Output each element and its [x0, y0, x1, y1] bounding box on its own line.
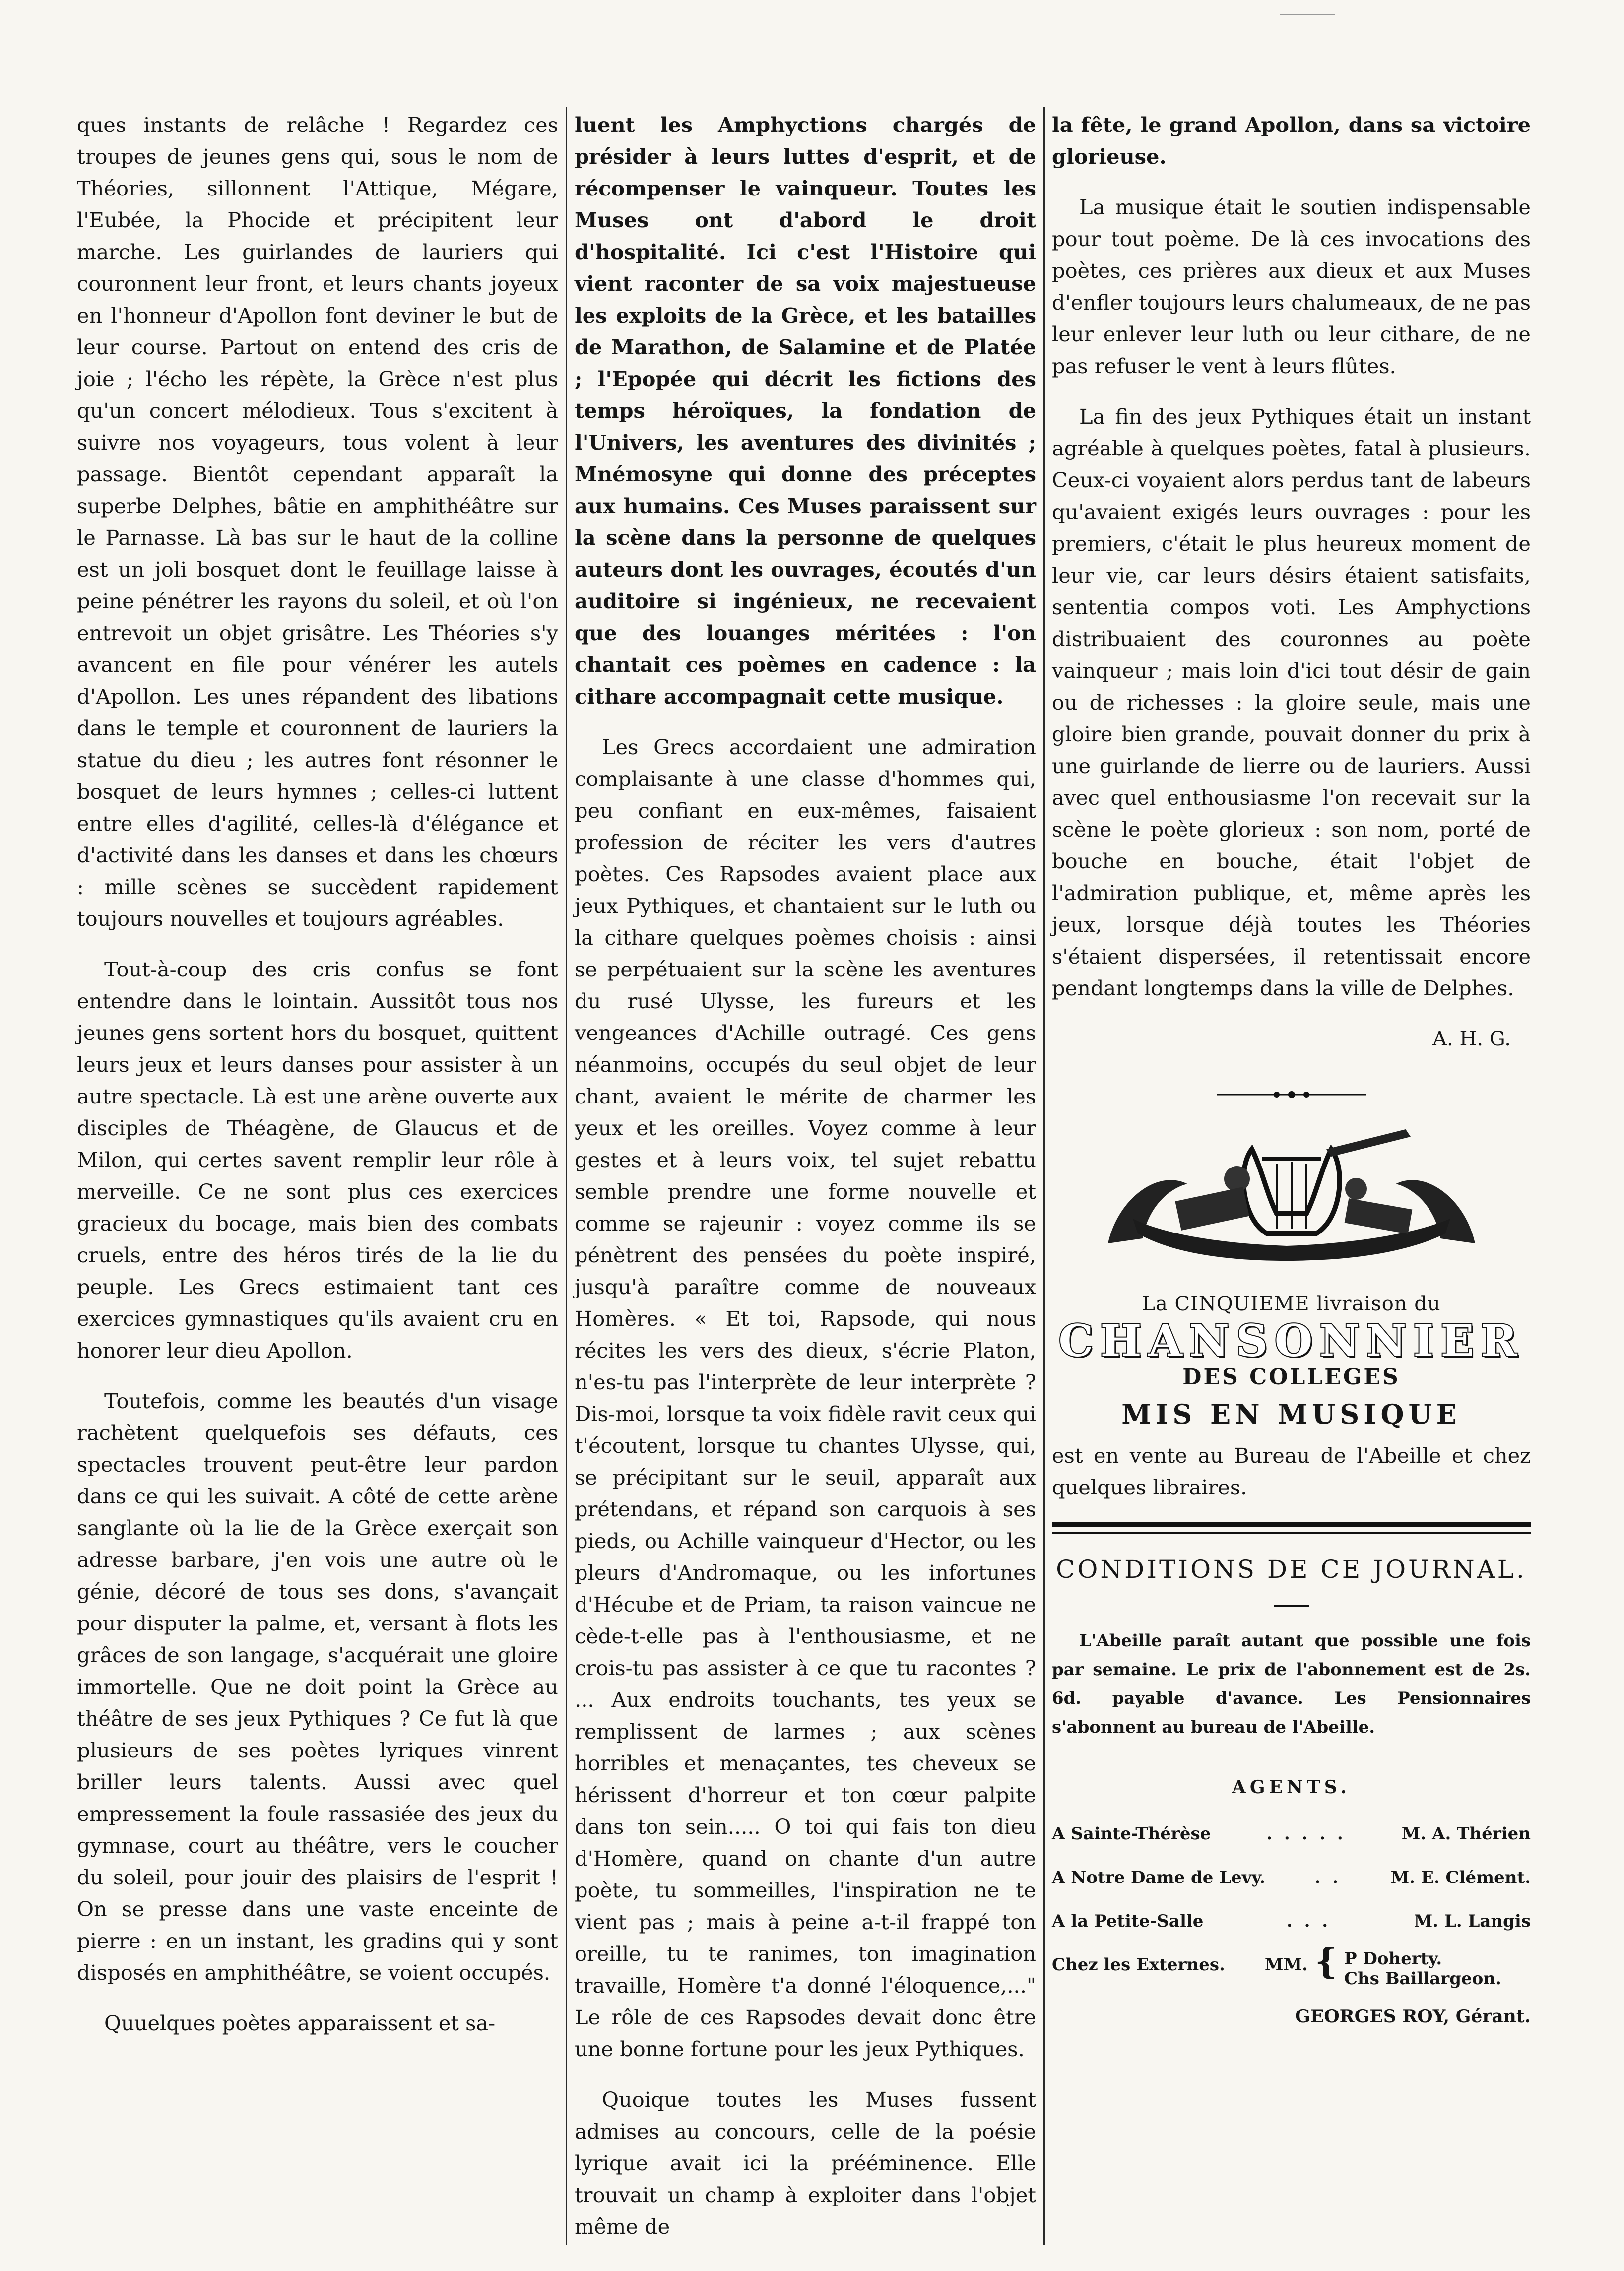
- paragraph: La fin des jeux Pythiques était un instant agréable à quelques poètes, fatal à plusieurs. Ceux-ci voyaient alors perdus tant de labeurs qu'avaient exigés leurs ouvrages : pour les premiers, c'était le plus heureux moment de leur vie, car leurs désirs étaient satisfaits, sententia compos voti. Les Amphyctions distribuaient des couronnes au poète vainqueur ; mais loin d'ici tout désir de gain ou de richesses : la gloire seule, mais une gloire bien grande, pouvait donner du prix à une guirlande de lierre ou de lauriers. Aussi avec quel enthousiasme l'on recevait sur la scène le poète glorieux : son nom, porté de bouche en bouche, était l'objet de l'admiration publique, et, même après les jeux, lorsque déjà toutes les Théories s'étaient dispersées, il retentissait encore pendant longtemps dans la ville de Delphes.: [1052, 404, 1531, 1000]
- conditions-title: CONDITIONS DE CE JOURNAL.: [1056, 1555, 1527, 1584]
- agent-place: Chez les Externes.: [1052, 1955, 1225, 1975]
- agents-title: AGENTS.: [1232, 1777, 1351, 1798]
- agent-mm: MM.: [1264, 1955, 1308, 1975]
- paragraph: Quuelques poètes apparaissent et sa-: [104, 2011, 496, 2035]
- column-divider: [1043, 107, 1045, 2245]
- agent-row-externes: [1052, 1941, 1531, 1989]
- agent-name: M. E. Clément.: [1390, 1868, 1531, 1887]
- advert-line: MIS EN MUSIQUE: [1121, 1398, 1461, 1430]
- column-3: [1052, 109, 1531, 2032]
- agent-dots: . . .: [1286, 1911, 1331, 1931]
- advert-text: est en vente au Bureau de l'Abeille et chez quelques libraires.: [1052, 1443, 1531, 1499]
- agent-name: Chs Baillargeon.: [1344, 1969, 1501, 1989]
- agent-name: P Doherty.: [1344, 1949, 1442, 1969]
- conditions-text: L'Abeille paraît autant que possible une fois par semaine. Le prix de l'abonnement est de 2s. 6d. payable d'avance. Les Pensionnaires s'abonnent au bureau de l'Abeille.: [1052, 1631, 1531, 1737]
- signature: A. H. G.: [1432, 1028, 1511, 1050]
- advert-title: CHANSONNIER: [1058, 1315, 1524, 1366]
- short-rule: [1274, 1605, 1309, 1607]
- paragraph: ques instants de relâche ! Regardez ces troupes de jeunes gens qui, sous le nom de Théories, sillonnent l'Attique, Mégare, l'Eubée, la Phocide et précipitent leur marche. Les guirlandes de lauriers qui couronnent leur front, et leurs chants joyeux en l'honneur d'Apollon font deviner le but de leur course. Partout on entend des cris de joie ; l'écho les répète, la Grèce n'est plus qu'un concert mélodieux. Tous s'excitent à suivre nos voyageurs, tous volent à leur passage. Bientôt cependant apparaît la superbe Delphes, bâtie en amphithéâtre sur le Parnasse. Là bas sur le haut de la colline est un joli bosquet dont le feuillage laisse à peine pénétrer les rayons du soleil, et où l'on entrevoit un objet grisâtre. Les Théories s'y avancent en file pour vénérer les autels d'Apollon. Les unes répandent des libations dans le temple et couronnent de lauriers la statue du dieu ; les autres font résonner le bosquet de leurs hymnes ; celles-ci luttent entre elles d'agilité, celles-là d'élégance et d'activité dans les danses et dans les chœurs : mille scènes se succèdent rapidement toujours nouvelles et toujours agréables.: [77, 113, 558, 931]
- agent-row: [1052, 1862, 1531, 1893]
- thin-rule: [1052, 1532, 1531, 1534]
- brace-icon: {: [1314, 1941, 1337, 1982]
- agent-place: A la Petite-Salle: [1052, 1911, 1204, 1931]
- agent-row: [1052, 1905, 1531, 1937]
- advert-line: La CINQUIEME livraison du: [1142, 1293, 1441, 1315]
- ornament-divider-icon: [1217, 1090, 1366, 1100]
- agent-name: M. A. Thérien: [1401, 1824, 1531, 1844]
- paragraph: Tout-à-coup des cris confus se font entendre dans le lointain. Aussitôt tous nos jeunes gens sortent hors du bosquet, quittent leurs jeux et leurs danses pour assister à un autre spectacle. Là est une arène ouverte aux disciples de Théagène, de Glaucus et de Milon, qui certes savent remplir leur rôle à merveille. Ce ne sont plus ces exercices gracieux du bocage, mais bien des combats cruels, entre des héros tirés de la lie du peuple. Les Grecs estimaient tant ces exercices gymnastiques qu'ils avaient cru en honorer leur dieu Apollon.: [77, 957, 558, 1363]
- agent-row: [1052, 1818, 1531, 1850]
- paragraph: Quoique toutes les Muses fussent admises au concours, celle de la poésie lyrique avait ici la prééminence. Elle trouvait un champ à exploiter dans l'objet même de: [575, 2087, 1036, 2239]
- thick-rule: [1052, 1522, 1531, 1527]
- advert-line: DES COLLEGES: [1182, 1364, 1400, 1390]
- paragraph: Les Grecs accordaient une admiration complaisante à une classe d'hommes qui, peu confiant en eux-mêmes, faisaient profession de réciter les vers d'autres poètes. Ces Rapsodes avaient place aux jeux Pythiques, et chantaient sur le luth ou la cithare quelques poèmes choisis : ainsi se perpétuaient sur la scène les aventures du rusé Ulysse, les fureurs et les vengeances d'Achille outragé. Ces gens néanmoins, occupés du seul objet de leur chant, avaient le mérite de charmer les yeux et les oreilles. Voyez comme à leur gestes et à leurs voix, tel sujet rebattu semble prendre une forme nouvelle et comme se rajeunir : voyez comme ils se pénètrent des pensées du poète inspiré, jusqu'à paraître comme de nouveaux Homères. « Et toi, Rapsode, qui nous récites les vers des dieux, s'écrie Platon, n'es-tu pas l'interprète de leur interprète ? Dis-moi, lorsque ta voix fidèle ravit ceux qui t'écoutent, lorsque tu chantes Ulysse, qui, se précipitant sur le seuil, apparaît aux prétendans, et répand son carquois à ses pieds, ou Achille vainqueur d'Hector, ou les pleurs d'Andromaque, ou les infortunes d'Hécube et de Priam, ta raison vaincue ne cède-t-elle pas à l'enthousiasme, et ne crois-tu pas assister à ce que tu racontes ? ... Aux endroits touchants, tes yeux se remplissent de larmes ; aux scènes horribles et menaçantes, tes cheveux se hérissent d'horreur et ton cœur palpite dans ton sein..... O toi qui fais ton dieu d'Homère, quand on chante d'un autre poète, tu sommeilles, l'inspiration ne te vient pas ; mais à peine a-t-il frappé ton oreille, tu te ranimes, ton imagination travaille, Homère t'a donné l'éloquence,..." Le rôle de ces Rapsodes devait donc être une bonne fortune pour les jeux Pythiques.: [575, 735, 1036, 2061]
- paragraph: La musique était le soutien indispensable pour tout poème. De là ces invocations des poètes, ces prières aux dieux et aux Muses d'enfler toujours leurs chalumeaux, de ne pas leur enlever leur luth ou leur cithare, de ne pas refuser le vent à leurs flûtes.: [1052, 195, 1531, 378]
- agent-place: A Sainte-Thérèse: [1052, 1824, 1211, 1844]
- agent-dots: . .: [1314, 1868, 1342, 1887]
- column-divider: [566, 107, 567, 2245]
- lyre-vignette-icon: [1088, 1119, 1495, 1268]
- column-2: [575, 109, 1036, 2262]
- paragraph: la fête, le grand Apollon, dans sa victoire glorieuse.: [1052, 113, 1531, 169]
- top-mark: [1280, 14, 1335, 15]
- paragraph: luent les Amphyctions chargés de présider à leurs luttes d'esprit, et de récompenser le vainqueur. Toutes les Muses ont d'abord le droit d'hospitalité. Ici c'est l'Histoire qui vient raconter de sa voix majestueuse les exploits de la Grèce, et les batailles de Marathon, de Salamine et de Platée ; l'Epopée qui décrit les fictions des temps héroïques, la fondation de l'Univers, les aventures des divinités ; Mnémosyne qui donne des préceptes aux humains. Ces Muses paraissent sur la scène dans la personne de quelques auteurs dont les ouvrages, écoutés d'un auditoire si ingénieux, ne recevaient que des louanges méritées : l'on chantait ces poèmes en cadence : la cithare accompagnait cette musique.: [575, 113, 1036, 709]
- agent-dots: . . . . .: [1266, 1824, 1346, 1844]
- paragraph: Toutefois, comme les beautés d'un visage rachètent quelquefois ses défauts, ces spectacles trouvent peut-être leur pardon dans ce qui les suivait. A côté de cette arène sanglante où la lie de la Grèce exerçait son adresse barbare, j'en vois une autre où le génie, décoré de tous ses dons, s'avançait pour disputer la palme, et, versant à flots les grâces de son langage, s'acquérait une gloire immortelle. Que ne doit point la Grèce au théâtre de ses jeux Pythiques ? Ce fut là que plusieurs de ses poètes lyriques vinrent briller leurs talents. Aussi avec quel empressement la foule rassasiée des jeux du gymnase, court au théâtre, vers le coucher du soleil, pour jouir des plaisirs de l'esprit ! On se presse dans une vaste enceinte de pierre : en un instant, les gradins qui y sont disposés en amphithéâtre, se voient occupés.: [77, 1389, 558, 1985]
- agent-place: A Notre Dame de Levy.: [1052, 1868, 1266, 1887]
- agent-name: M. L. Langis: [1414, 1911, 1531, 1931]
- agent-names: [1344, 1949, 1501, 1989]
- gerant: GEORGES ROY, Gérant.: [1295, 2006, 1531, 2027]
- column-1: [77, 109, 558, 2058]
